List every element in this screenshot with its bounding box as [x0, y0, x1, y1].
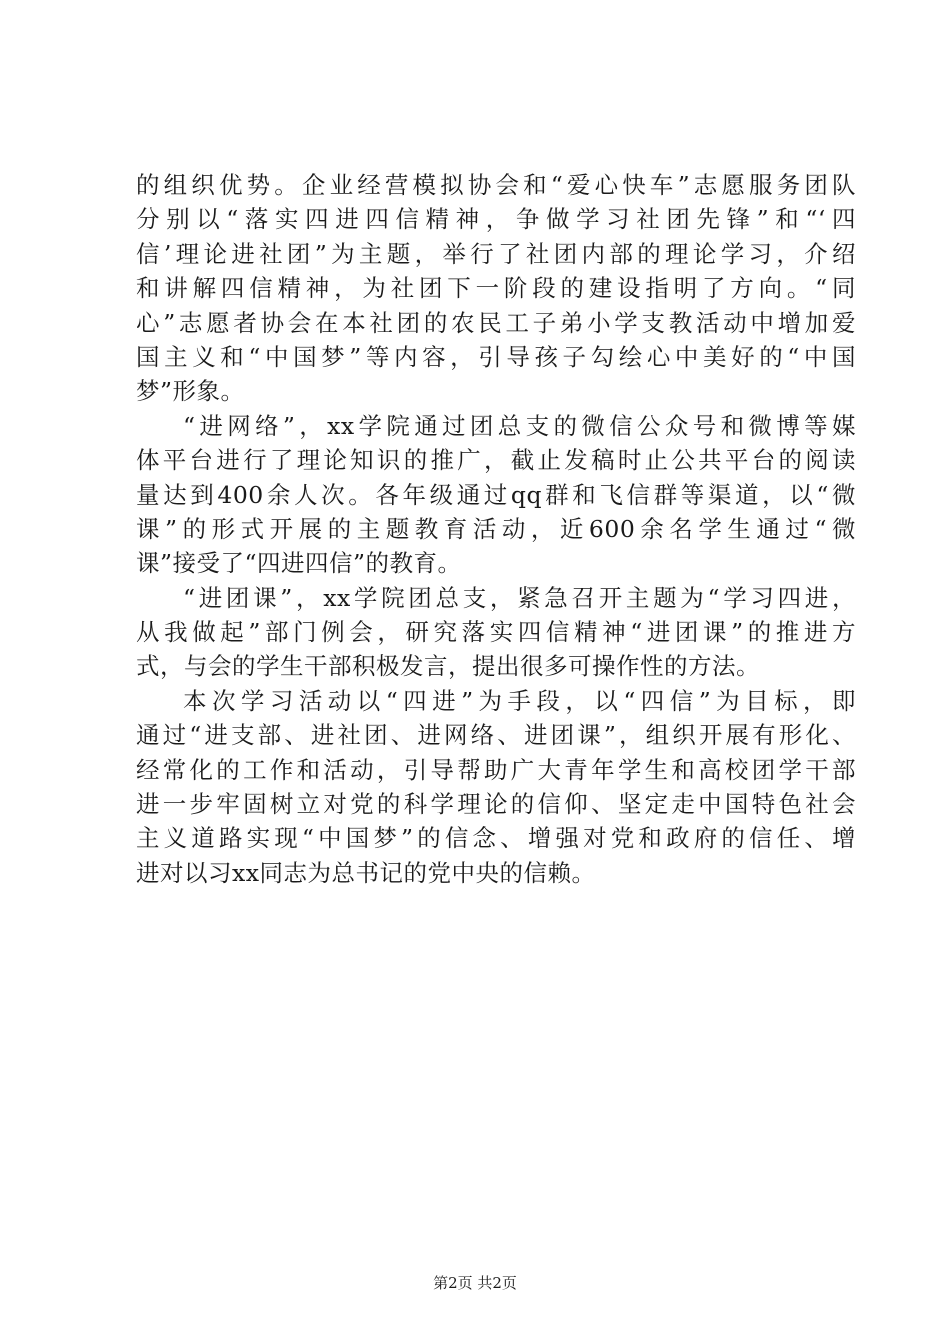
text-line: 从我做起”部门例会，研究落实四信精神“进团课”的推进方 — [136, 618, 856, 647]
text-line: 本次学习活动以“四进”为手段，以“四信”为目标，即 — [183, 686, 856, 715]
page-footer: 第2页 共2页 — [433, 1274, 517, 1292]
text-line: “进团课”，xx学院团总支，紧急召开主题为“学习四进， — [183, 583, 856, 612]
document-body — [136, 168, 856, 890]
text-line: 课”接受了“四进四信”的教育。 — [136, 549, 462, 578]
text-line: 和讲解四信精神，为社团下一阶段的建设指明了方向。“同 — [136, 274, 856, 303]
text-line: 分别以“落实四进四信精神，争做学习社团先锋”和“‘四 — [136, 205, 856, 234]
text-line: 进一步牢固树立对党的科学理论的信仰、坚定走中国特色社会 — [136, 790, 856, 819]
text-line: “进网络”，xx学院通过团总支的微信公众号和微博等媒 — [183, 411, 856, 440]
text-line: 的组织优势。企业经营模拟协会和“爱心快车”志愿服务团队 — [136, 171, 856, 199]
text-line: 心”志愿者协会在本社团的农民工子弟小学支教活动中增加爱 — [136, 308, 856, 337]
text-line: 体平台进行了理论知识的推广，截止发稿时止公共平台的阅读 — [136, 446, 856, 475]
text-line: 国主义和“中国梦”等内容，引导孩子勾绘心中美好的“中国 — [136, 342, 856, 371]
text-line: 进对以习xx同志为总书记的党中央的信赖。 — [136, 858, 596, 887]
text-line: 经常化的工作和活动，引导帮助广大青年学生和高校团学干部 — [136, 755, 856, 784]
text-line: 信’理论进社团”为主题，举行了社团内部的理论学习，介绍 — [136, 239, 856, 268]
text-line: 式，与会的学生干部积极发言，提出很多可操作性的方法。 — [136, 652, 760, 681]
text-line: 量达到400余人次。各年级通过qq群和飞信群等渠道，以“微 — [136, 480, 856, 509]
text-line: 通过“进支部、进社团、进网络、进团课”，组织开展有形化、 — [136, 721, 856, 750]
text-line: 主义道路实现“中国梦”的信念、增强对党和政府的信任、增 — [136, 824, 856, 853]
text-line: 梦”形象。 — [136, 377, 245, 406]
text-line: 课”的形式开展的主题教育活动，近600余名学生通过“微 — [136, 514, 856, 543]
